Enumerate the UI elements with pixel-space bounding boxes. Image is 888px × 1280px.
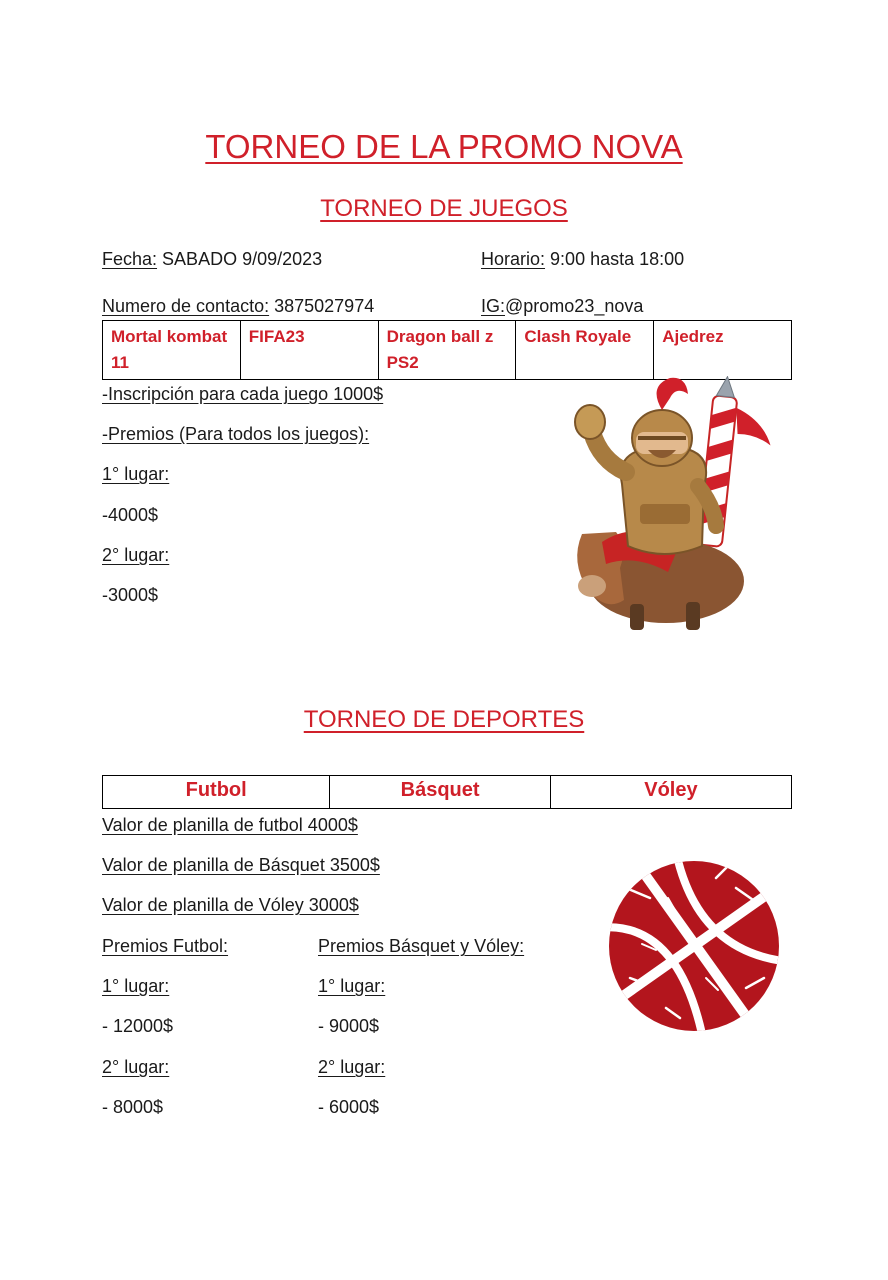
game-cell: Dragon ball z PS2 <box>378 321 516 380</box>
fee-basquet: Valor de planilla de Básquet 3500$ <box>102 855 380 875</box>
inscription-text: -Inscripción para cada juego 1000$ <box>102 384 384 404</box>
time-label: Horario: <box>481 249 546 269</box>
game-cell: Ajedrez <box>654 321 792 380</box>
date-value: SABADO 9/09/2023 <box>162 249 323 269</box>
futbol-second-value: - 8000$ <box>102 1097 164 1117</box>
contact-label: Numero de contacto: <box>102 296 270 316</box>
sports-row <box>103 776 792 809</box>
bv-first-value: - 9000$ <box>318 1016 380 1036</box>
fee-voley: Valor de planilla de Vóley 3000$ <box>102 895 359 915</box>
sports-heading: TORNEO DE DEPORTES <box>303 706 585 733</box>
ig-label: IG: <box>481 296 506 316</box>
game-cell: Clash Royale <box>516 321 654 380</box>
sport-cell: Vóley <box>550 776 791 809</box>
date-label: Fecha: <box>102 249 158 269</box>
bv-second-label: 2° lugar: <box>318 1057 386 1077</box>
ig-line <box>481 295 643 317</box>
sport-cell: Futbol <box>103 776 330 809</box>
bv-prizes-title: Premios Básquet y Vóley: <box>318 936 525 956</box>
contact-value: 3875027974 <box>274 296 375 316</box>
fee-futbol: Valor de planilla de futbol 4000$ <box>102 815 358 835</box>
contact-line <box>102 295 374 317</box>
games-heading: TORNEO DE JUEGOS <box>320 195 568 222</box>
knight-icon <box>566 376 772 632</box>
time-value: 9:00 hasta 18:00 <box>550 249 685 269</box>
bv-second-value: - 6000$ <box>318 1097 380 1117</box>
futbol-first-label: 1° lugar: <box>102 976 170 996</box>
second-place-label: 2° lugar: <box>102 545 170 565</box>
sport-cell: Básquet <box>330 776 550 809</box>
ig-value: @promo23_nova <box>505 296 644 316</box>
time-line <box>481 248 684 270</box>
game-cell: Mortal kombat 11 <box>103 321 241 380</box>
bv-first-label: 1° lugar: <box>318 976 386 996</box>
prizes-title: -Premios (Para todos los juegos): <box>102 424 370 444</box>
basketball-icon <box>606 858 782 1034</box>
sports-table <box>102 775 792 809</box>
date-line <box>102 248 322 270</box>
games-row <box>103 321 792 380</box>
futbol-second-label: 2° lugar: <box>102 1057 170 1077</box>
game-cell: FIFA23 <box>240 321 378 380</box>
first-place-label: 1° lugar: <box>102 464 170 484</box>
futbol-first-value: - 12000$ <box>102 1016 174 1036</box>
games-table <box>102 320 792 380</box>
page-title: TORNEO DE LA PROMO NOVA <box>205 128 683 165</box>
futbol-prizes-title: Premios Futbol: <box>102 936 229 956</box>
first-place-value: -4000$ <box>102 505 159 525</box>
second-place-value: -3000$ <box>102 585 159 605</box>
